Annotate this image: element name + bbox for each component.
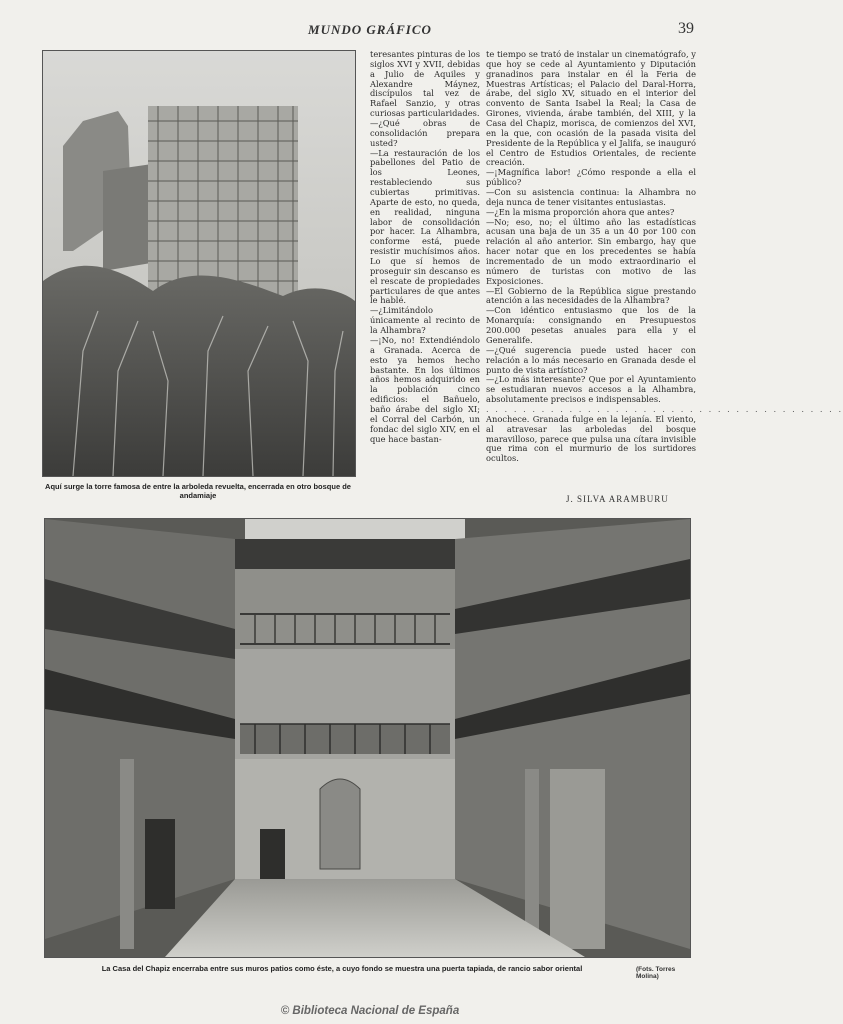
article-paragraph: —¡No, no! Extendiéndolo a Granada. Acerca de esto ya hemos hecho bastante. En los últimos años hemos adquirido en la población cinco edificios: el Bañuelo, baño árabe del siglo XI; el Corral del Carbón, un fondac del siglo XIV, en el que hace bastan- bbox=[370, 334, 480, 444]
article-paragraph: —¿En la misma proporción ahora que antes? bbox=[486, 206, 675, 217]
article-paragraph: —El Gobierno de la República sigue prestando atención a las necesidades de la Alhambra? bbox=[486, 285, 696, 306]
photo-credit: (Fots. Torres Molina) bbox=[636, 966, 676, 980]
article-paragraph: —Con su asistencia continua: la Alhambra no deja nunca de tener visitantes entusiastas. bbox=[486, 187, 696, 207]
tower-scaffolding-photo bbox=[42, 50, 356, 477]
article-paragraph: —Con idéntico entusiasmo que los de la Monarquía: consignando en Presupuestos 200.000 pesetas anuales para ella y el Generalife. bbox=[486, 305, 696, 345]
courtyard-photo bbox=[44, 518, 691, 958]
courtyard-photo-caption: La Casa del Chapiz encerraba entre sus muros patios como éste, a cuyo fondo se muestra una puerta tapiada, de rancio sabor oriental bbox=[101, 964, 583, 973]
article-paragraph: —¡Magnífica labor! ¿Cómo responde a ella el público? bbox=[486, 167, 696, 188]
article-paragraph: te tiempo se trató de instalar un cinematógrafo, y que hoy se cede al Ayuntamiento y Diputación granadinos para instalar en él la Feria de Muestras Artísticas; el Palacio del Daral-Horra, árabe, del siglo XV, situado en el interior del convento de Santa Isabel la Real; la Casa de Girones, vivienda, árabe también, del XIII, y la Casa del Chapiz, morisca, de comienzos del XVI, en la que, con ocasión de la pasada visita del Presidente de la República y el Jalifa, se inauguró el Centro de Estudios Orientales, de reciente creación. bbox=[486, 49, 696, 168]
article-column-2 bbox=[486, 49, 843, 464]
article-paragraph: teresantes pinturas de los siglos XVI y XVII, debidas a Julio de Aquiles y Alexandre Máynez, discípulos tal vez de Rafael Sanzio, y otras curiosas particularidades. bbox=[370, 49, 480, 119]
article-paragraph: —¿Limitándolo únicamente al recinto de la Alhambra? bbox=[370, 305, 480, 336]
article-paragraph: —La restauración de los pabellones del Patio de los Leones, restableciendo sus cubiertas primitivas. Aparte de esto, no queda, en realidad, ninguna labor de consolidación por hacer. La Alhambra, conforme está, puede resistir muchísimos años. Lo que sí hemos de proseguir sin descanso es el rescate de propiedades particulares de que antes le hablé. bbox=[370, 147, 480, 306]
article-paragraph: —¿Qué obras de consolidación prepara usted? bbox=[370, 118, 480, 148]
article-column-1 bbox=[370, 50, 480, 444]
page-number: 39 bbox=[678, 20, 694, 37]
article-paragraph: Anochece. Granada fulge en la lejanía. El viento, al atravesar las arboledas del bosque maravilloso, parece que pulsa una cítara invisible que rima con el murmurio de los surtidores ocultos. bbox=[486, 413, 696, 464]
section-divider: . . . . . . . . . . . . . . . . . . . . . . . . . . . . . . . . . . . . . . . bbox=[486, 403, 843, 414]
page-header-title: MUNDO GRÁFICO bbox=[308, 22, 432, 37]
tower-photo-caption: Aquí surge la torre famosa de entre la arboleda revuelta, encerrada en otro bosque de andamiaje bbox=[45, 482, 351, 501]
article-paragraph: —¿Qué sugerencia puede usted hacer con relación a lo más necesario en Granada desde el punto de vista artístico? bbox=[486, 344, 696, 375]
article-paragraph: —No; eso, no; el último año las estadísticas acusan una baja de un 35 a un 40 por 100 con relación al año anterior. Sin embargo, hay que hacer notar que en los precedentes se había incrementado de un modo extraordinario el número de turistas con motivo de las Exposiciones. bbox=[486, 216, 696, 286]
author-signature: J. SILVA ARAMBURU bbox=[566, 494, 669, 504]
article-paragraph: —¿Lo más interesante? Que por el Ayuntamiento se estudiaran nuevos accesos a la Alhambra, absolutamente precisos e indispensables. bbox=[486, 374, 696, 405]
footer-copyright: © Biblioteca Nacional de España bbox=[280, 1005, 460, 1017]
